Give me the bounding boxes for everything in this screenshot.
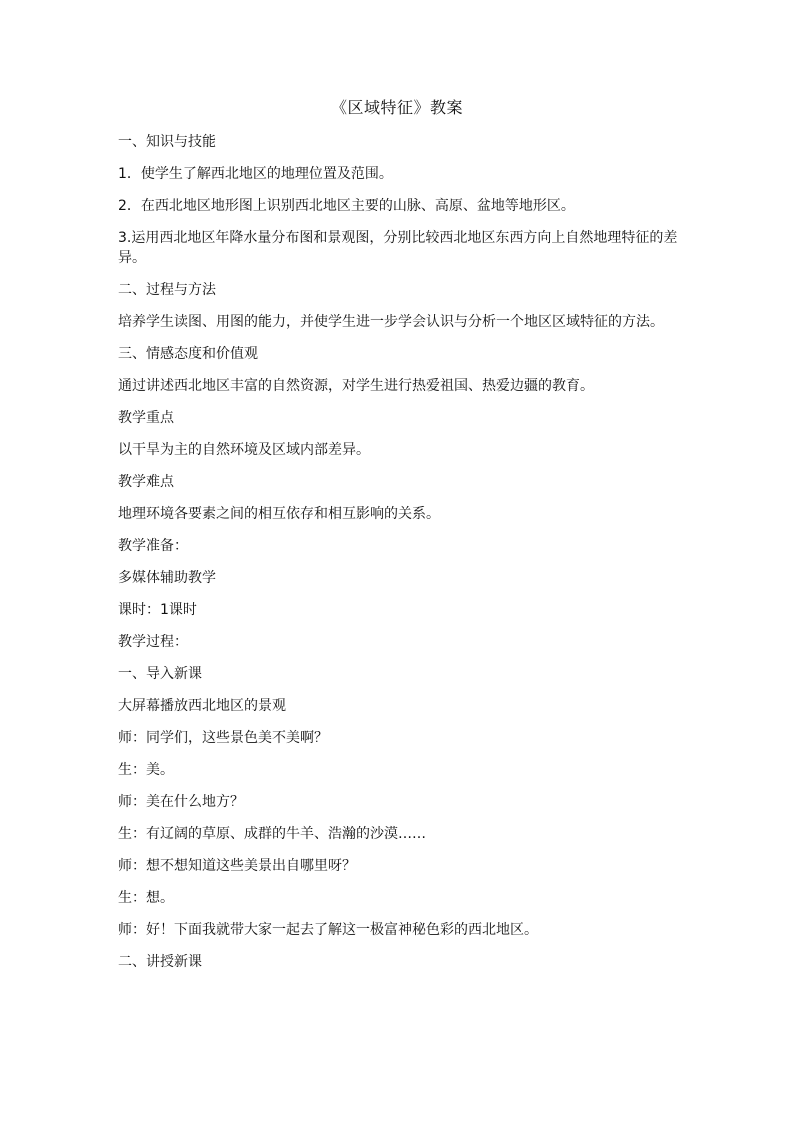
heading-key-points: 教学重点 <box>118 410 174 426</box>
heading-teaching-process: 教学过程： <box>118 634 188 650</box>
section-heading-knowledge: 一、知识与技能 <box>118 134 216 150</box>
paragraph-preparation: 多媒体辅助教学 <box>118 570 216 586</box>
dialogue-line-3: 师：美在什么地方？ <box>118 794 244 810</box>
dialogue-line-4: 生：有辽阔的草原、成群的牛羊、浩瀚的沙漠…… <box>118 826 426 842</box>
document-title: 《区域特征》教案 <box>330 98 463 117</box>
dialogue-line-1: 师：同学们，这些景色美不美啊？ <box>118 730 328 746</box>
heading-difficulties: 教学难点 <box>118 474 174 490</box>
paragraph-attitude: 通过讲述西北地区丰富的自然资源，对学生进行热爱祖国、热爱边疆的教育。 <box>118 378 594 394</box>
section-heading-process: 二、过程与方法 <box>118 282 216 298</box>
section-heading-intro: 一、导入新课 <box>118 666 202 682</box>
paragraph-process: 培养学生读图、用图的能力，并使学生进一步学会认识与分析一个地区区域特征的方法。 <box>118 314 664 330</box>
paragraph-class-hours: 课时：1课时 <box>118 602 197 618</box>
dialogue-line-2: 生：美。 <box>118 762 174 778</box>
paragraph-difficulties: 地理环境各要素之间的相互依存和相互影响的关系。 <box>118 506 440 522</box>
section-heading-attitude: 三、情感态度和价值观 <box>118 346 258 362</box>
paragraph-3: 3.运用西北地区年降水量分布图和景观图，分别比较西北地区东西方向上自然地理特征的差异。 <box>118 230 678 266</box>
paragraph-key-points: 以干旱为主的自然环境及区域内部差异。 <box>118 442 370 458</box>
dialogue-line-7: 师：好！下面我就带大家一起去了解这一极富神秘色彩的西北地区。 <box>118 922 538 938</box>
heading-preparation: 教学准备： <box>118 538 188 554</box>
section-heading-new-lesson: 二、讲授新课 <box>118 954 202 970</box>
dialogue-line-5: 师：想不想知道这些美景出自哪里呀？ <box>118 858 356 874</box>
document-body <box>118 132 678 972</box>
paragraph-intro: 大屏幕播放西北地区的景观 <box>118 698 286 714</box>
dialogue-line-6: 生：想。 <box>118 890 174 906</box>
paragraph-2: 2．在西北地区地形图上识别西北地区主要的山脉、高原、盆地等地形区。 <box>118 198 575 214</box>
paragraph-1: 1．使学生了解西北地区的地理位置及范围。 <box>118 166 393 182</box>
